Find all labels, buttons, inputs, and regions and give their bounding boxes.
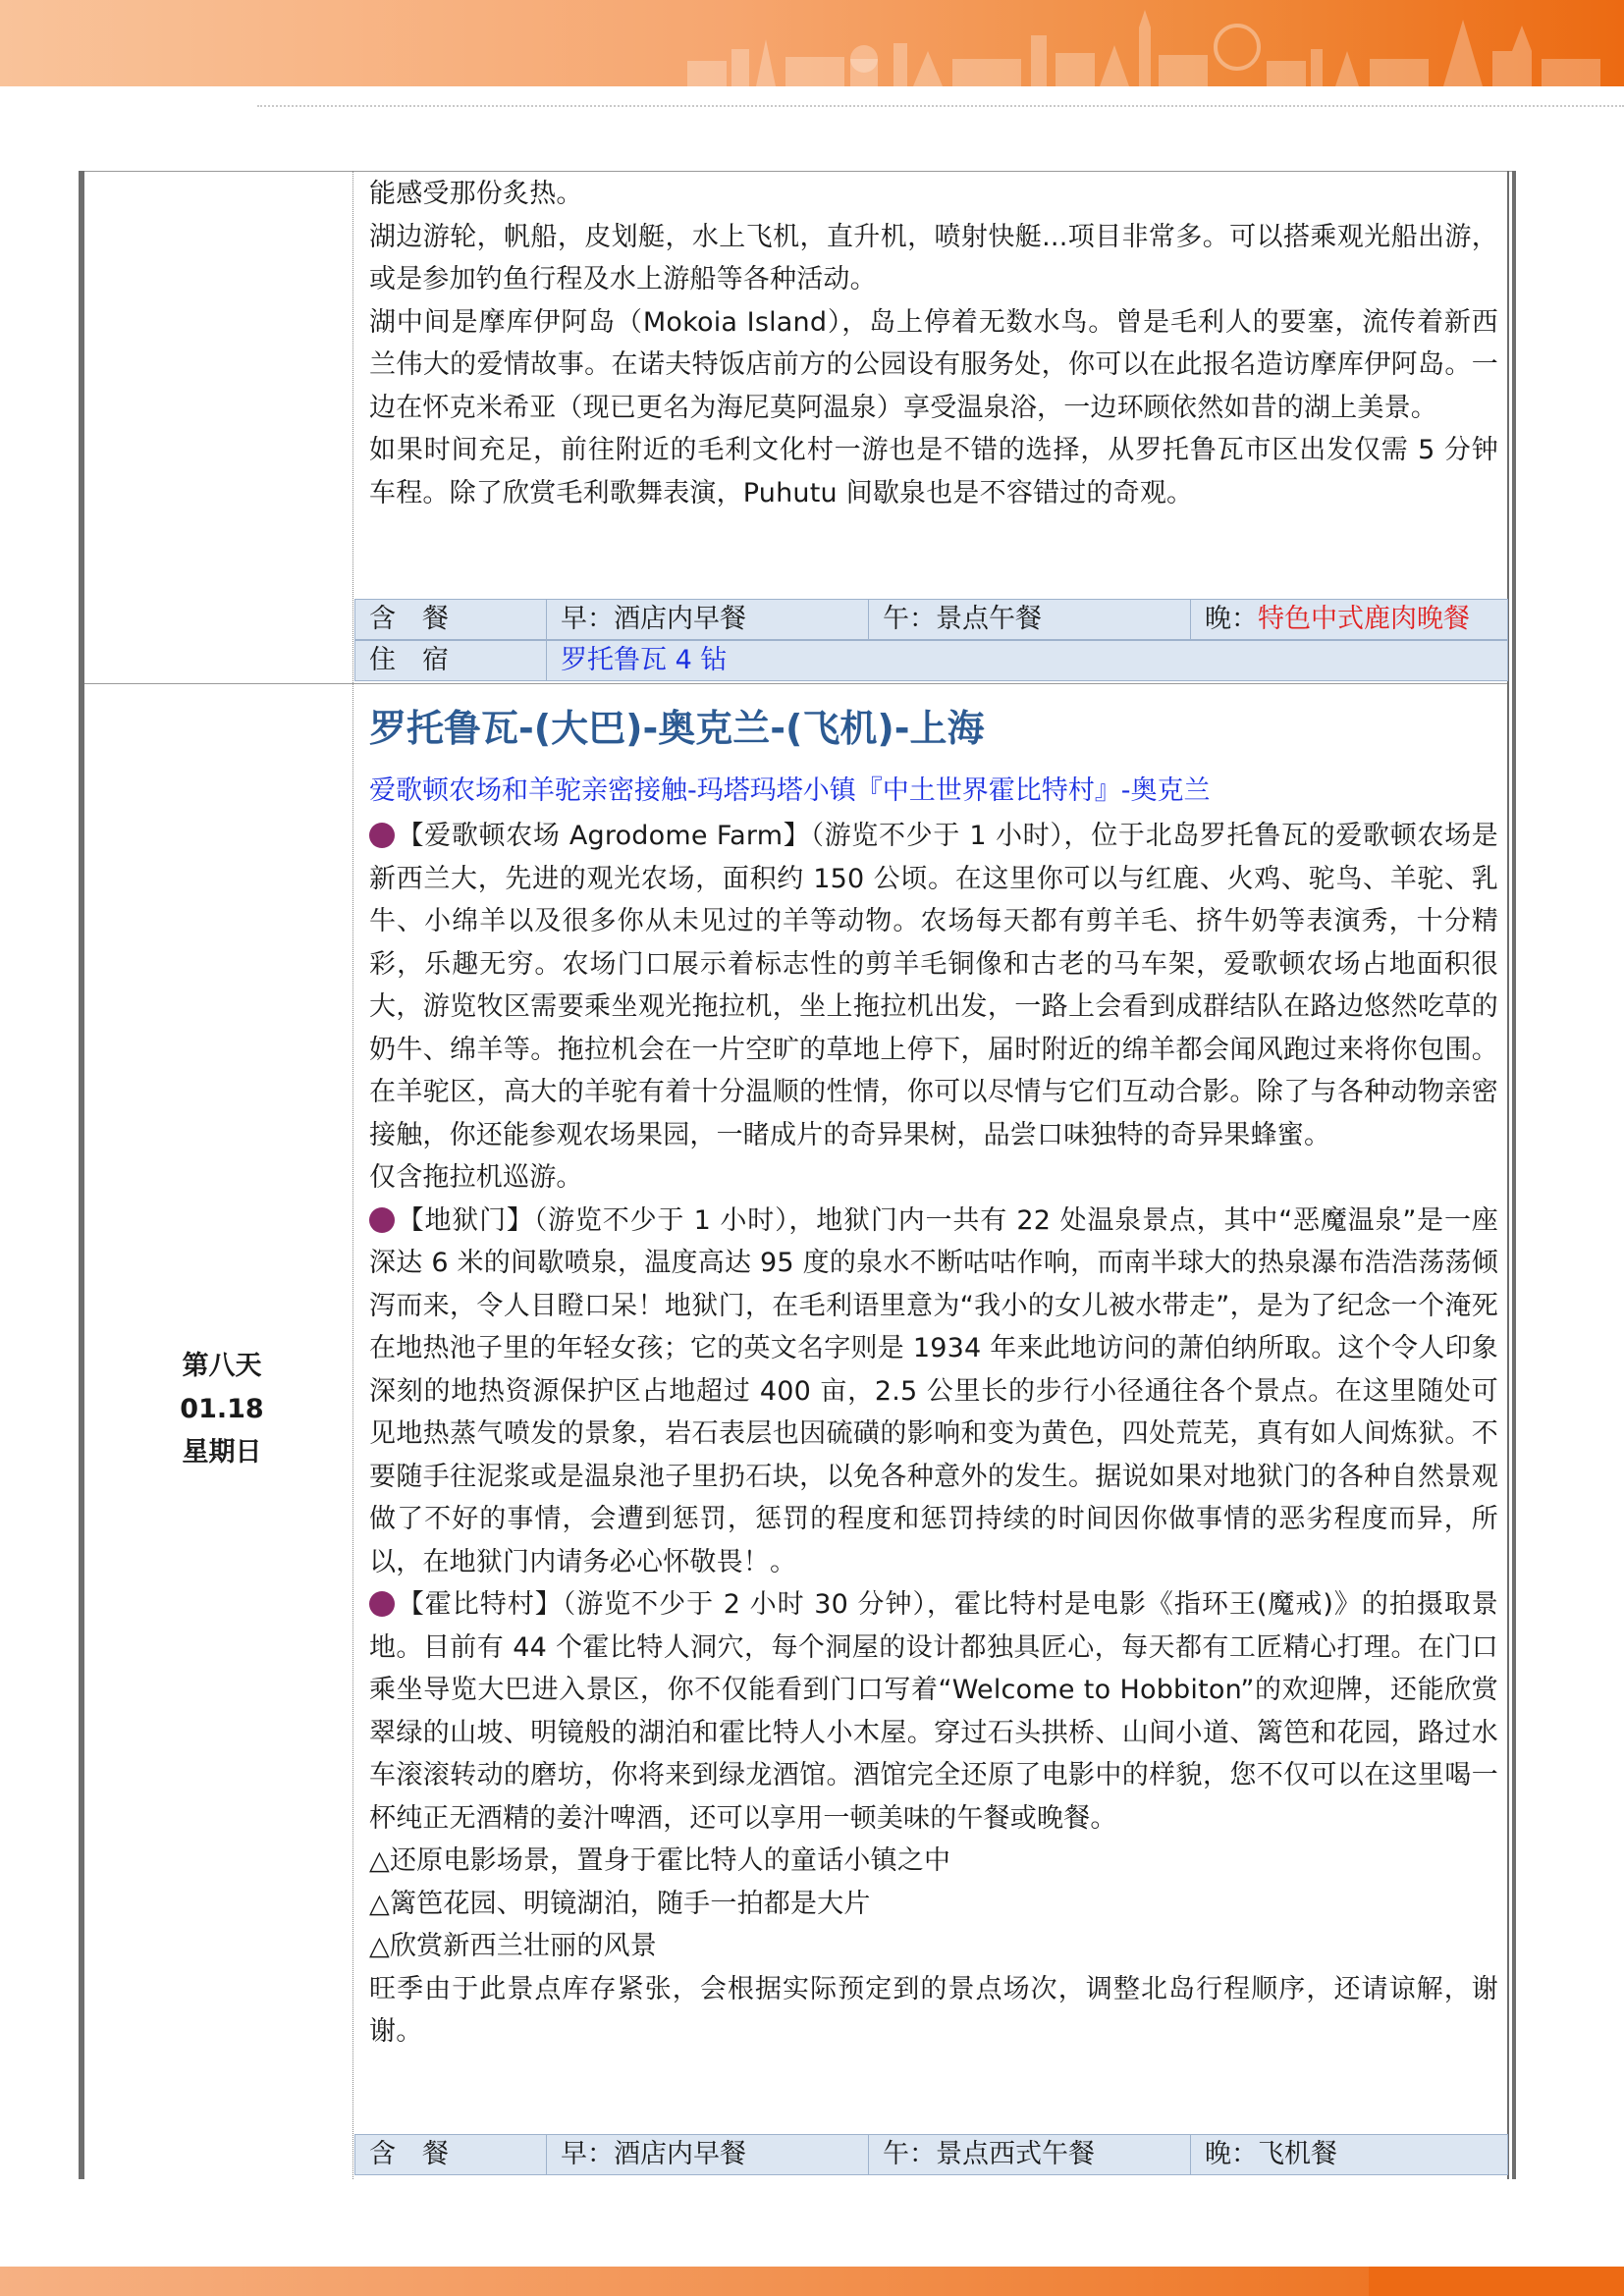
meal-dinner-prefix: 晚： xyxy=(1205,604,1258,634)
day8-description xyxy=(369,815,1498,2054)
bullet-icon xyxy=(369,823,395,848)
day-name: 第八天 xyxy=(182,1351,262,1381)
footer-accent xyxy=(1369,2267,1624,2296)
day-row-divider xyxy=(84,683,1507,684)
section-paragraph xyxy=(369,815,1498,1156)
section-text: （游览不少于 2 小时 30 分钟），霍比特村是电影《指环王(魔戒)》的拍摄取景地。目前有 44 个霍比特人洞穴，每个洞屋的设计都独具匠心，每天都有工匠精心打理。在门口乘坐导览大巴进入景区，你不仅能看到门口写着“Welcome to Hobbiton”的欢迎牌，还能欣赏翠绿的山坡、明镜般的湖泊和霍比特人小木屋。穿过石头拱桥、山间小道、篱笆和花园，路过水车滚滚转动的磨坊，你将来到绿龙酒馆。酒馆完全还原了电影中的样貌，您不仅可以在这里喝一杯纯正无酒精的姜汁啤酒，还可以享用一顿美味的午餐或晚餐。 xyxy=(369,1589,1498,1834)
meal-breakfast: 早：酒店内早餐 xyxy=(547,600,869,639)
meal-dinner-highlight: 特色中式鹿肉晚餐 xyxy=(1258,604,1470,634)
section-note: △还原电影场景，置身于霍比特人的童话小镇之中 xyxy=(369,1845,951,1876)
day-date: 01.18 xyxy=(180,1394,264,1424)
section-text: （游览不少于 1 小时），地狱门内一共有 22 处温泉景点，其中“恶魔温泉”是一座深达 6 米的间歇喷泉，温度高达 95 度的泉水不断咕咕作响，而南半球大的热泉瀑布浩浩荡荡倾泻而来，令人目瞪口呆！地狱门，在毛利语里意为“我小的女儿被水带走”，是为了纪念一个淹死在地热池子里的年轻女孩；它的英文名字则是 1934 年来此地访问的萧伯纳所取。这个令人印象深刻的地热资源保护区占地超过 400 亩，2.5 公里长的步行小径通往各个景点。在这里随处可见地热蒸气喷发的景象，岩石表层也因硫磺的影响和变为黄色，四处荒芜，真有如人间炼狱。不要随手往泥浆或是温泉池子里扔石块，以免各种意外的发生。据说如果对地狱门的各种自然景观做了不好的事情，会遭到惩罚，惩罚的程度和惩罚持续的时间因你做事情的恶劣程度而异，所以，在地狱门内请务必心怀敬畏！。 xyxy=(369,1204,1498,1577)
day7-paragraph: 能感受那份炙热。 xyxy=(369,179,583,209)
table-top-border xyxy=(79,171,1516,172)
section-heading: 【地狱门】 xyxy=(397,1204,534,1236)
section-text: （游览不少于 1 小时），位于北岛罗托鲁瓦的爱歌顿农场是新西兰大，先进的观光农场，面积约 150 公顷。在这里你可以与红鹿、火鸡、驼鸟、羊驼、乳牛、小绵羊以及很多你从未见过的羊等动物。农场每天都有剪羊毛、挤牛奶等表演秀，十分精彩，乐趣无穷。农场门口展示着标志性的剪羊毛铜像和古老的马车架，爱歌顿农场占地面积很大，游览牧区需要乘坐观光拖拉机，坐上拖拉机出发，一路上会看到成群结队在路边悠然吃草的奶牛、绵羊等。拖拉机会在一片空旷的草地上停下，届时附近的绵羊都会闻风跑过来将你包围。在羊驼区，高大的羊驼有着十分温顺的性情，你可以尽情与它们互动合影。除了与各种动物亲密接触，你还能参观农场果园，一睹成片的奇异果树，品尝口味独特的奇异果蜂蜜。 xyxy=(369,821,1498,1150)
meal-lunch: 午：景点西式午餐 xyxy=(869,2135,1191,2174)
day8-label xyxy=(84,1345,359,1474)
section-paragraph xyxy=(369,1200,1498,1584)
day7-paragraph: 如果时间充足，前往附近的毛利文化村一游也是不错的选择，从罗托鲁瓦市区出发仅需 5 分钟车程。除了欣赏毛利歌舞表演，Puhutu 间歇泉也是不容错过的奇观。 xyxy=(369,435,1498,508)
section-heading: 【爱歌顿农场 Agrodome Farm】 xyxy=(397,821,811,851)
day8-title: 罗托鲁瓦-(大巴)-奥克兰-(飞机)-上海 xyxy=(369,707,985,750)
hotel-name: 罗托鲁瓦 4 钻 xyxy=(561,645,728,675)
section-note: △欣赏新西兰壮丽的风景 xyxy=(369,1931,657,1961)
section-note: △篱笆花园、明镜湖泊，随手一拍都是大片 xyxy=(369,1888,871,1919)
day-weekday: 星期日 xyxy=(182,1437,262,1468)
day7-hotel-row xyxy=(354,640,1508,681)
column-divider xyxy=(352,171,353,2179)
day7-meals-row xyxy=(354,599,1508,640)
day7-description xyxy=(369,173,1498,514)
table-left-border xyxy=(79,171,84,2179)
day7-paragraph: 湖边游轮，帆船，皮划艇，水上飞机，直升机，喷射快艇...项目非常多。可以搭乘观光船出游，或是参加钓鱼行程及水上游船等各种活动。 xyxy=(369,221,1498,294)
section-paragraph xyxy=(369,1583,1498,1840)
section-heading: 【霍比特村】 xyxy=(397,1589,563,1620)
meal-dinner: 晚：飞机餐 xyxy=(1205,2139,1337,2169)
day8-meals-row xyxy=(354,2134,1508,2175)
day7-paragraph: 湖中间是摩库伊阿岛（Mokoia Island），岛上停着无数水鸟。曾是毛利人的要塞，流传着新西兰伟大的爱情故事。在诺夫特饭店前方的公园设有服务处，你可以在此报名造访摩库伊阿岛。一边在怀克米希亚（现已更名为海尼莫阿温泉）享受温泉浴，一边环顾依然如昔的湖上美景。 xyxy=(369,306,1498,423)
meals-label: 含 餐 xyxy=(355,600,547,639)
section-note: 旺季由于此景点库存紧张，会根据实际预定到的景点场次，调整北岛行程顺序，还请谅解，谢谢。 xyxy=(369,1973,1498,2047)
header-banner xyxy=(0,0,1624,86)
footer-banner xyxy=(0,2267,1624,2296)
meals-label: 含 餐 xyxy=(355,2135,547,2174)
day8-subtitle: 爱歌顿农场和羊驼亲密接触-玛塔玛塔小镇『中土世界霍比特村』-奥克兰 xyxy=(369,775,1211,806)
bullet-icon xyxy=(369,1591,395,1617)
meal-breakfast: 早：酒店内早餐 xyxy=(547,2135,869,2174)
city-skyline-decoration xyxy=(0,0,1624,86)
meal-dinner xyxy=(1191,600,1509,639)
header-dotted-rule xyxy=(257,105,1624,107)
table-right-border xyxy=(1507,171,1516,2179)
hotel-label: 住 宿 xyxy=(355,641,547,680)
section-note: 仅含拖拉机巡游。 xyxy=(369,1162,583,1193)
bullet-icon xyxy=(369,1207,395,1233)
meal-lunch: 午：景点午餐 xyxy=(869,600,1191,639)
